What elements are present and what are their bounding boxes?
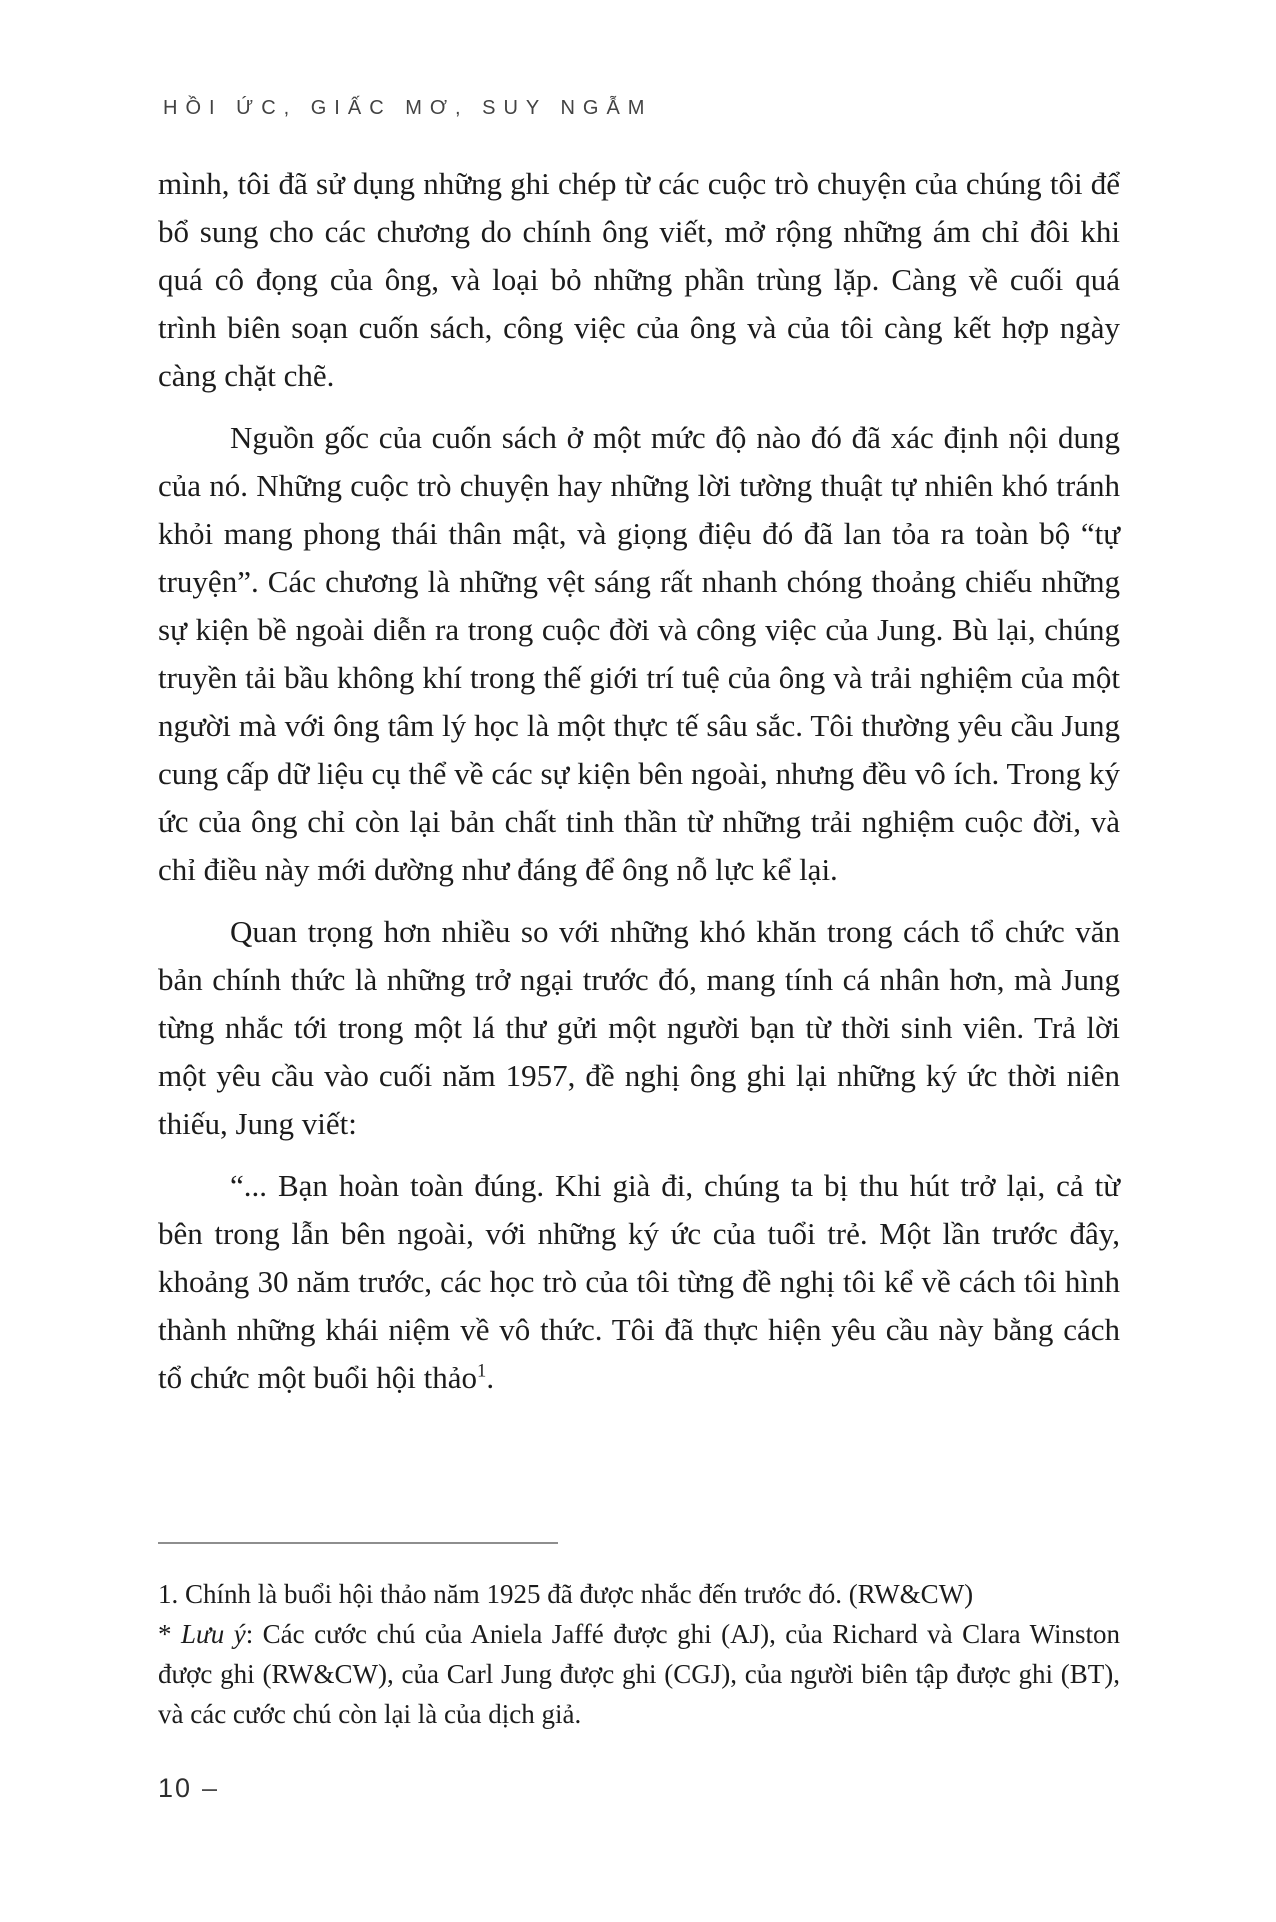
footnote-area bbox=[158, 1542, 1120, 1734]
footnote-asterisk bbox=[158, 1614, 1120, 1734]
page-number-dash: – bbox=[202, 1773, 220, 1803]
footnote-divider-rule bbox=[158, 1542, 558, 1544]
footnote-1: 1. Chính là buổi hội thảo năm 1925 đã được nhắc đến trước đó. (RW&CW) bbox=[158, 1579, 974, 1609]
quote-paragraph bbox=[158, 1162, 1120, 1402]
page-body bbox=[158, 160, 1120, 1416]
page-footer bbox=[158, 1773, 219, 1804]
paragraph-book-origin: Nguồn gốc của cuốn sách ở một mức độ nào đó đã xác định nội dung của nó. Những cuộc trò chuyện hay những lời tường thuật tự nhiên khó tránh khỏi mang phong thái thân mật, và giọng điệu đó đã lan tỏa ra toàn bộ “tự truyện”. Các chương là những vệt sáng rất nhanh chóng thoảng chiếu những sự kiện bề ngoài diễn ra trong cuộc đời và công việc của Jung. Bù lại, chúng truyền tải bầu không khí trong thế giới trí tuệ của ông và trải nghiệm của một người mà với ông tâm lý học là một thực tế sâu sắc. Tôi thường yêu cầu Jung cung cấp dữ liệu cụ thể về các sự kiện bên ngoài, nhưng đều vô ích. Trong ký ức của ông chỉ còn lại bản chất tinh thần từ những trải nghiệm cuộc đời, và chỉ điều này mới dường như đáng để ông nỗ lực kể lại. bbox=[158, 420, 1120, 887]
paragraph-obstacles: Quan trọng hơn nhiều so với những khó khăn trong cách tổ chức văn bản chính thức là những trở ngại trước đó, mang tính cá nhân hơn, mà Jung từng nhắc tới trong một lá thư gửi một người bạn từ thời sinh viên. Trả lời một yêu cầu vào cuối năm 1957, đề nghị ông ghi lại những ký ức thời niên thiếu, Jung viết: bbox=[158, 914, 1120, 1141]
running-header: HỒI ỨC, GIẤC MƠ, SUY NGẪM bbox=[163, 97, 653, 119]
footnote-asterisk-marker: * bbox=[158, 1619, 181, 1649]
quote-after-reference: . bbox=[486, 1360, 495, 1395]
footnote-asterisk-text: : Các cước chú của Aniela Jaffé được ghi (AJ), của Richard và Clara Winston được ghi (RW&CW), của Carl Jung được ghi (CGJ), của người biên tập được ghi (BT), và các cước chú còn lại là của dịch giả. bbox=[158, 1619, 1120, 1729]
footnote-reference-mark: 1 bbox=[477, 1360, 487, 1382]
paragraph-continuation: mình, tôi đã sử dụng những ghi chép từ các cuộc trò chuyện của chúng tôi để bổ sung cho các chương do chính ông viết, mở rộng những ám chỉ đôi khi quá cô đọng của ông, và loại bỏ những phần trùng lặp. Càng về cuối quá trình biên soạn cuốn sách, công việc của ông và của tôi càng kết hợp ngày càng chặt chẽ. bbox=[158, 166, 1120, 393]
footnote-asterisk-label: Lưu ý bbox=[180, 1619, 246, 1649]
quote-text: “... Bạn hoàn toàn đúng. Khi già đi, chúng ta bị thu hút trở lại, cả từ bên trong lẫn bên ngoài, với những ký ức của tuổi trẻ. Một lần trước đây, khoảng 30 năm trước, các học trò của tôi từng đề nghị tôi kể về cách tôi hình thành những khái niệm về vô thức. Tôi đã thực hiện yêu cầu này bằng cách tổ chức một buổi hội thảo bbox=[158, 1168, 1120, 1395]
page-number: 10 bbox=[158, 1773, 193, 1803]
